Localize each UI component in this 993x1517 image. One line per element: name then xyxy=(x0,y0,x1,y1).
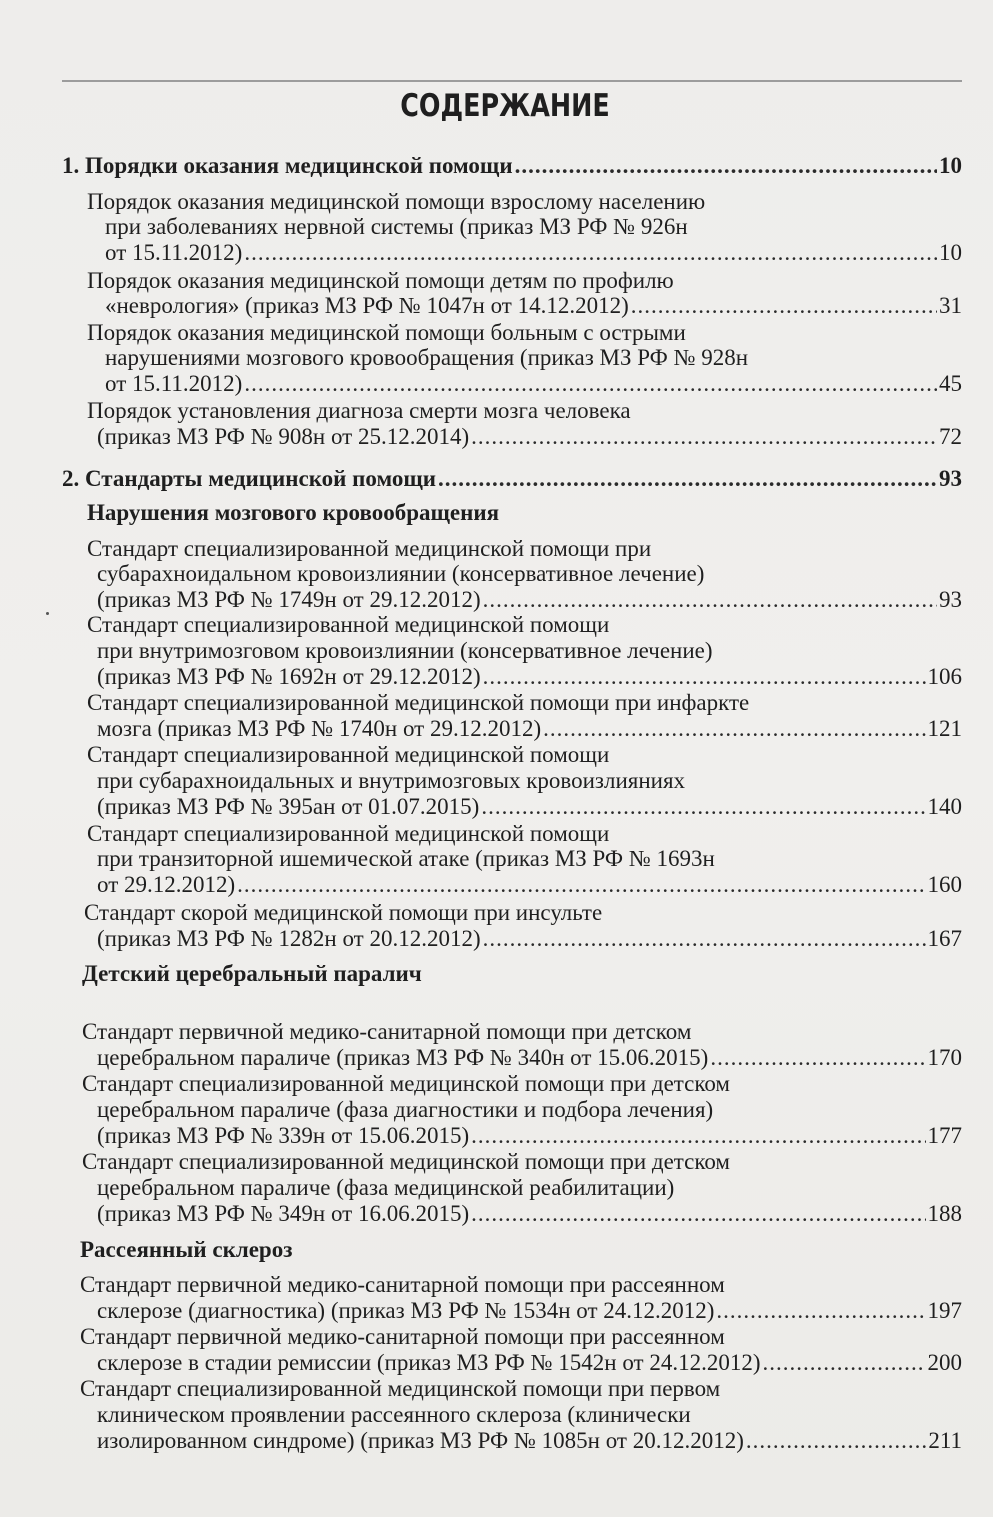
toc-page-number: 188 xyxy=(927,1201,962,1226)
toc-subheading: Нарушения мозгового кровообращения xyxy=(87,500,500,525)
dot-leader xyxy=(763,1350,926,1376)
toc-page-number: 93 xyxy=(939,587,962,612)
toc-page-number: 160 xyxy=(927,872,962,897)
toc-entry-line: от 29.12.2012) xyxy=(97,872,236,897)
toc-entry-line: клиническом проявлении рассеянного склероза (клинически xyxy=(97,1402,691,1427)
toc-entry-line: Порядок установления диагноза смерти мозга человека xyxy=(87,398,631,423)
toc-page-number: 177 xyxy=(927,1123,962,1148)
toc-entry-line: нарушениями мозгового кровообращения (приказ МЗ РФ № 928н xyxy=(105,345,749,370)
toc-page-number: 31 xyxy=(939,293,962,318)
toc-entry-line: субарахноидальном кровоизлиянии (консервативное лечение) xyxy=(97,561,705,586)
toc-entry-line: (приказ МЗ РФ № 908н от 25.12.2014) xyxy=(97,424,470,449)
toc-entry-14[interactable] xyxy=(97,1298,962,1324)
toc-entry-line: склерозе (диагностика) (приказ МЗ РФ № 1534н от 24.12.2012) xyxy=(97,1298,715,1323)
toc-entry-line: при внутримозговом кровоизлиянии (консервативное лечение) xyxy=(97,638,713,663)
toc-entry-13[interactable] xyxy=(97,1201,962,1227)
dot-leader xyxy=(471,1201,925,1227)
toc-entry-line: при заболеваниях нервной системы (приказ МЗ РФ № 926н xyxy=(105,214,688,239)
dot-leader xyxy=(746,1428,926,1454)
toc-entry-line: «неврология» (приказ МЗ РФ № 1047н от 14.12.2012) xyxy=(105,293,629,318)
dot-leader xyxy=(710,1045,925,1071)
toc-page-number: 121 xyxy=(927,716,962,741)
toc-entry-line: Стандарт специализированной медицинской помощи при детском xyxy=(82,1071,730,1096)
toc-entry-line: церебральном параличе (фаза медицинской реабилитации) xyxy=(97,1175,675,1200)
toc-entry-8[interactable] xyxy=(97,794,962,820)
toc-entry-5[interactable] xyxy=(97,587,962,613)
toc-entry-line: (приказ МЗ РФ № 395ан от 01.07.2015) xyxy=(97,794,480,819)
toc-section-2[interactable] xyxy=(62,466,962,492)
dot-leader xyxy=(483,664,926,690)
dot-leader xyxy=(515,153,937,179)
toc-entry-9[interactable] xyxy=(97,872,962,898)
paper-speck xyxy=(46,612,49,615)
toc-section-1[interactable] xyxy=(62,153,962,179)
toc-entry-line: (приказ МЗ РФ № 1692н от 29.12.2012) xyxy=(97,664,481,689)
toc-section-label: 2. Стандарты медицинской помощи xyxy=(62,466,436,491)
toc-entry-line: от 15.11.2012) xyxy=(105,371,243,396)
toc-entry-line: Стандарт специализированной медицинской помощи при первом xyxy=(80,1376,721,1401)
toc-entry-line: Порядок оказания медицинской помощи взрослому населению xyxy=(87,189,706,214)
toc-page-number: 140 xyxy=(927,794,962,819)
toc-entry-line: (приказ МЗ РФ № 339н от 15.06.2015) xyxy=(97,1123,470,1148)
toc-entry-line: церебральном параличе (фаза диагностики и подбора лечения) xyxy=(97,1097,714,1122)
dot-leader xyxy=(471,424,937,450)
header-rule xyxy=(62,80,962,82)
toc-page-number: 167 xyxy=(927,926,962,951)
toc-entry-line: Стандарт специализированной медицинской помощи xyxy=(87,821,610,846)
dot-leader xyxy=(244,371,937,397)
toc-entry-line: Стандарт специализированной медицинской помощи xyxy=(87,612,610,637)
toc-entry-line: церебральном параличе (приказ МЗ РФ № 340н от 15.06.2015) xyxy=(97,1045,709,1070)
toc-entry-line: Стандарт первичной медико-санитарной помощи при детском xyxy=(82,1019,692,1044)
toc-page-number: 10 xyxy=(939,240,962,265)
toc-entry-line: мозга (приказ МЗ РФ № 1740н от 29.12.2012) xyxy=(97,716,542,741)
toc-subheading: Детский церебральный паралич xyxy=(82,961,422,986)
toc-entry-line: Стандарт скорой медицинской помощи при инсульте xyxy=(84,900,603,925)
toc-page-number: 197 xyxy=(927,1298,962,1323)
toc-entry-line: Порядок оказания медицинской помощи больным с острыми xyxy=(87,320,686,345)
toc-entry-6[interactable] xyxy=(97,664,962,690)
toc-entry-10[interactable] xyxy=(97,926,962,952)
toc-entry-line: (приказ МЗ РФ № 349н от 16.06.2015) xyxy=(97,1201,470,1226)
dot-leader xyxy=(631,293,937,319)
dot-leader xyxy=(471,1123,925,1149)
dot-leader xyxy=(543,716,925,742)
dot-leader xyxy=(716,1298,925,1324)
toc-entry-line: Стандарт специализированной медицинской помощи при детском xyxy=(82,1149,730,1174)
toc-page-number: 93 xyxy=(939,466,962,491)
toc-page-number: 10 xyxy=(939,153,962,178)
toc-entry-11[interactable] xyxy=(97,1045,962,1071)
toc-entry-line: Стандарт специализированной медицинской помощи при xyxy=(87,536,652,561)
toc-entry-4[interactable] xyxy=(97,424,962,450)
toc-entry-line: склерозе в стадии ремиссии (приказ МЗ РФ № 1542н от 24.12.2012) xyxy=(97,1350,761,1375)
toc-page-number: 211 xyxy=(928,1428,962,1453)
toc-entry-12[interactable] xyxy=(97,1123,962,1149)
toc-entry-16[interactable] xyxy=(97,1428,962,1454)
toc-entry-line: Стандарт первичной медико-санитарной помощи при рассеянном xyxy=(80,1272,725,1297)
toc-entry-1[interactable] xyxy=(105,240,962,266)
dot-leader xyxy=(483,587,937,613)
toc-entry-3[interactable] xyxy=(105,371,962,397)
dot-leader xyxy=(481,794,925,820)
toc-page-number: 106 xyxy=(927,664,962,689)
toc-page-number: 72 xyxy=(939,424,962,449)
dot-leader xyxy=(438,466,937,492)
toc-entry-line: Стандарт специализированной медицинской помощи при инфаркте xyxy=(87,690,750,715)
dot-leader xyxy=(237,872,925,898)
toc-entry-line: Стандарт первичной медико-санитарной помощи при рассеянном xyxy=(80,1324,725,1349)
toc-entry-line: (приказ МЗ РФ № 1282н от 20.12.2012) xyxy=(97,926,481,951)
toc-page-number: 45 xyxy=(939,371,962,396)
toc-page-number: 200 xyxy=(927,1350,962,1375)
toc-entry-line: при транзиторной ишемической атаке (приказ МЗ РФ № 1693н xyxy=(97,846,715,871)
toc-entry-7[interactable] xyxy=(97,716,962,742)
page-title: СОДЕРЖАНИЕ xyxy=(400,88,610,124)
toc-entry-line: Порядок оказания медицинской помощи детям по профилю xyxy=(87,268,674,293)
toc-entry-line: от 15.11.2012) xyxy=(105,240,243,265)
toc-subheading: Рассеянный склероз xyxy=(80,1237,293,1262)
toc-entry-15[interactable] xyxy=(97,1350,962,1376)
toc-page-number: 170 xyxy=(927,1045,962,1070)
toc-section-label: 1. Порядки оказания медицинской помощи xyxy=(62,153,513,178)
toc-entry-2[interactable] xyxy=(105,293,962,319)
toc-entry-line: Стандарт специализированной медицинской помощи xyxy=(87,742,610,767)
dot-leader xyxy=(483,926,926,952)
toc-entry-line: при субарахноидальных и внутримозговых кровоизлияниях xyxy=(97,768,686,793)
dot-leader xyxy=(244,240,937,266)
toc-entry-line: изолированном синдроме) (приказ МЗ РФ № 1085н от 20.12.2012) xyxy=(97,1428,744,1453)
toc-entry-line: (приказ МЗ РФ № 1749н от 29.12.2012) xyxy=(97,587,481,612)
